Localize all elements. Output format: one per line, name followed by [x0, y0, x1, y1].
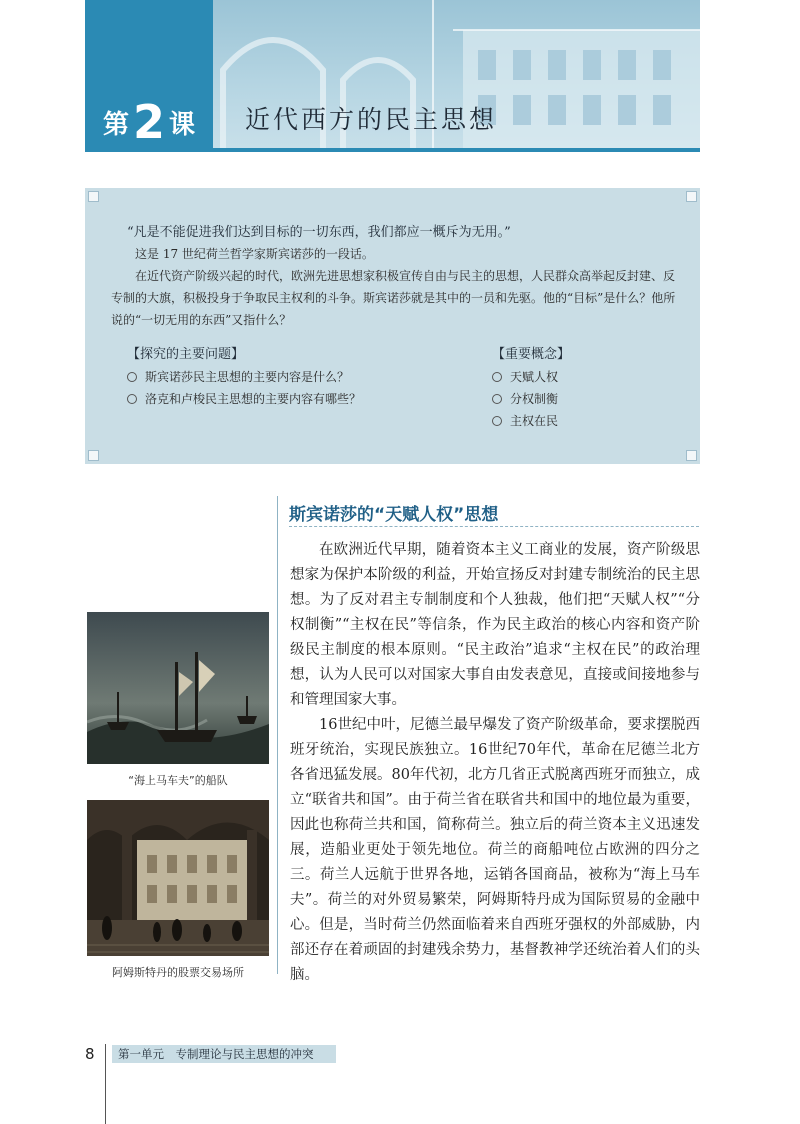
page-number: 8 [85, 1045, 95, 1063]
concept-item [492, 366, 570, 388]
body-paragraph: 在欧洲近代早期，随着资本主义工商业的发展，资产阶级思想家为保护本阶级的利益，开始宣扬反对封建专制统治的民主思想。为了反对君主专制制度和个人独裁，他们把“天赋人权”“分权制衡”“主权在民”等信条，作为民主政治的核心内容和资产阶级民主制度的根本原则。“民主政治”追求“主权在民”的政治理想，认为人民可以对国家大事自由发表意见，直接或间接地参与和管理国家大事。 [290, 542, 700, 708]
corner-mark [88, 191, 99, 202]
question-item [127, 366, 361, 388]
section-divider-line [277, 496, 278, 974]
corner-mark [88, 450, 99, 461]
question-item [127, 388, 361, 410]
lesson-number-tag [85, 92, 213, 152]
body-paragraph: 16世纪中叶，尼德兰最早爆发了资产阶级革命，要求摆脱西班牙统治，实现民族独立。16世纪70年代，革命在尼德兰北方各省迅猛发展。80年代初，北方几省正式脱离西班牙而独立，成立“联省共和国”。由于荷兰省在联省共和国中的地位最为重要，因此也称荷兰共和国，简称荷兰。独立后的荷兰资本主义迅速发展，造船业更处于领先地位。荷兰的商船吨位占欧洲的四分之三。荷兰人远航于世界各地，运销各国商品，被称为“海上马车夫”。荷兰的对外贸易繁荣，阿姆斯特丹成为国际贸易的金融中心。但是，当时荷兰仍然面临着来自西班牙强权的外部威胁，内部还存在着顽固的封建残余势力，基督教神学还统治着人们的头脑。 [290, 717, 700, 983]
intro-text [111, 243, 681, 331]
bullet-circle-icon [492, 394, 502, 404]
concept-item [492, 410, 570, 432]
intro-line: 这是 17 世纪荷兰哲学家斯宾诺莎的一段话。 [135, 247, 374, 261]
concept-item [492, 388, 570, 410]
bullet-circle-icon [492, 372, 502, 382]
lesson-prefix: 第 [102, 109, 129, 140]
corner-mark [686, 450, 697, 461]
lesson-title: 近代西方的民主思想 [245, 105, 498, 134]
lesson-number: 2 [132, 95, 165, 149]
section-title-rule [289, 526, 699, 528]
corner-mark [686, 191, 697, 202]
lesson-banner [85, 0, 700, 152]
bullet-circle-icon [492, 416, 502, 426]
question-text: 斯宾诺莎民主思想的主要内容是什么？ [145, 370, 350, 384]
section-title: 斯宾诺莎的“天赋人权”思想 [289, 505, 499, 525]
concept-text: 主权在民 [510, 414, 559, 428]
intro-quote: “凡是不能促进我们达到目标的一切东西，我们都应一概斥为无用。” [127, 225, 511, 240]
section-body [290, 538, 700, 988]
bullet-circle-icon [127, 372, 137, 382]
footer-unit-label: 第一单元 专制理论与民主思想的冲突 [112, 1045, 336, 1063]
questions-heading: 【探究的主要问题】 [127, 347, 245, 362]
lesson-suffix: 课 [169, 109, 196, 140]
key-concepts [492, 344, 570, 432]
intro-line: 在近代资产阶级兴起的时代，欧洲先进思想家积极宣传自由与民主的思想，人民群众高举起反封建、反专制的大旗，积极投身于争取民主权利的斗争。斯宾诺莎就是其中的一员和先驱。他的“目标”是什么？他所说的“一切无用的东西”又指什么？ [111, 269, 676, 327]
stock-exchange-painting [87, 800, 269, 956]
figure-caption: “海上马车夫”的船队 [128, 774, 228, 787]
banner-underline [213, 148, 700, 152]
intro-box [85, 188, 700, 464]
key-questions [127, 344, 361, 410]
concepts-heading: 【重要概念】 [492, 347, 571, 362]
concept-text: 分权制衡 [510, 392, 559, 406]
concept-text: 天赋人权 [510, 370, 559, 384]
footer-rule [105, 1044, 106, 1124]
bullet-circle-icon [127, 394, 137, 404]
ship-fleet-painting [87, 612, 269, 764]
question-text: 洛克和卢梭民主思想的主要内容有哪些？ [145, 392, 362, 406]
figure-caption: 阿姆斯特丹的股票交易场所 [112, 966, 244, 979]
